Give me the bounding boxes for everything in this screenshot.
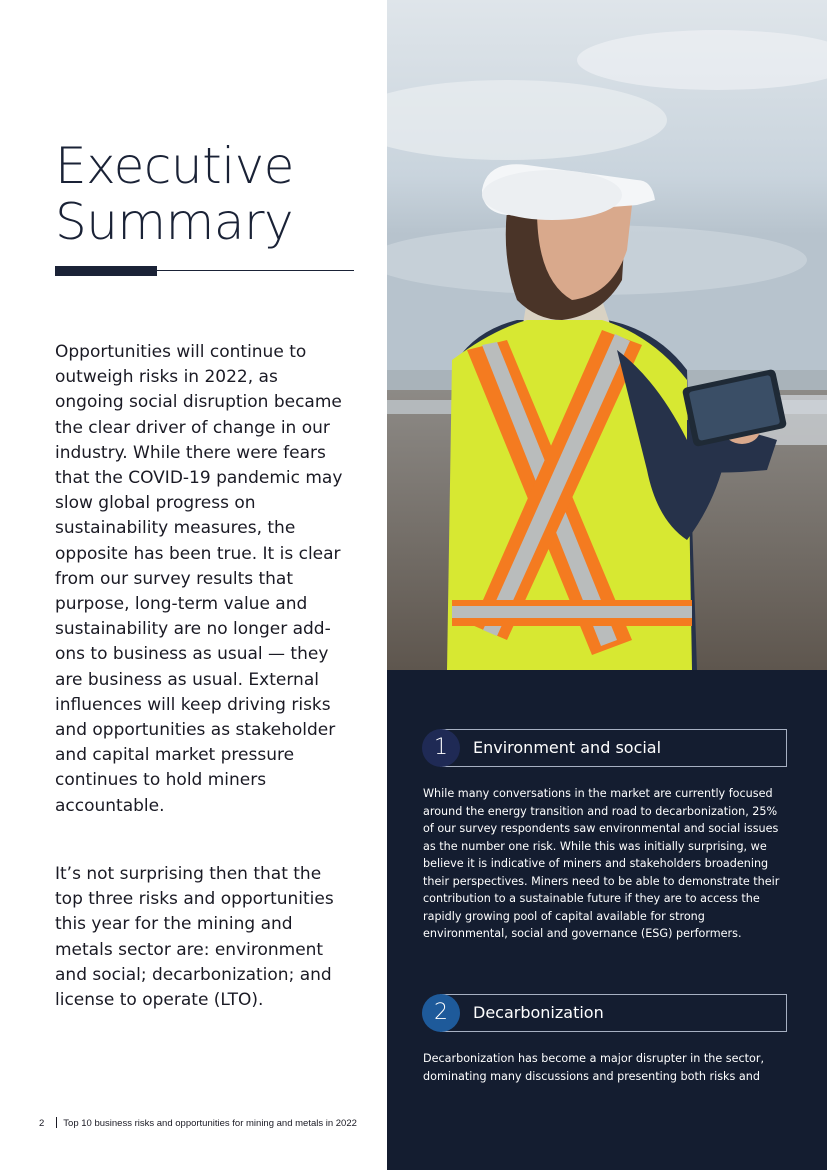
section-1-header bbox=[422, 729, 787, 767]
intro-paragraph-1: Opportunities will continue to outweigh risks in 2022, as ongoing social disruption became the clear driver of change in our industry. While there were fears that the COVID-19 pandemic may slow global progress on sustainability measures, the opposite has been true. It is clear from our survey results that purpose, long-term value and sustainability are no longer add-ons to business as usual — they are business as usual. External influences will keep driving risks and opportunities as stakeholder and capital market pressure continues to hold miners accountable. bbox=[55, 342, 343, 816]
page-number: 2 bbox=[39, 1118, 45, 1129]
section-2-body: Decarbonization has become a major disrupter in the sector, dominating many discussions and presenting both risks and bbox=[423, 1052, 765, 1083]
section-2-title: Decarbonization bbox=[473, 1003, 604, 1022]
sections-panel bbox=[387, 670, 827, 1170]
section-1-title: Environment and social bbox=[473, 738, 662, 757]
footer-divider bbox=[56, 1117, 57, 1128]
section-1-number-badge: 1 bbox=[422, 729, 460, 767]
intro-paragraph-2: It’s not surprising then that the top three risks and opportunities this year for the mining and metals sector are: environment and social; decarbonization; and license to operate (LTO). bbox=[55, 864, 334, 1011]
section-2-number-badge: 2 bbox=[422, 994, 460, 1032]
report-title: Top 10 business risks and opportunities for mining and metals in 2022 bbox=[63, 1118, 357, 1129]
page-title: Executive Summary bbox=[55, 137, 294, 251]
page-footer bbox=[39, 1117, 357, 1129]
section-1-body: While many conversations in the market are currently focused around the energy transition and road to decarbonization, 25% of our survey respondents saw environmental and social issues as the number one risk. While this was initially surprising, we believe it is indicative of miners and stakeholders broadening their perspectives. Miners need to be able to demonstrate their contribution to a sustainable future if they are to access the rapidly growing pool of capital available for strong environmental, social and governance (ESG) performers. bbox=[423, 787, 780, 940]
section-2-header bbox=[422, 994, 787, 1032]
left-column bbox=[0, 0, 387, 1170]
hero-photo bbox=[387, 0, 827, 670]
title-underline-thin bbox=[157, 270, 354, 271]
title-underline-thick bbox=[55, 266, 157, 276]
